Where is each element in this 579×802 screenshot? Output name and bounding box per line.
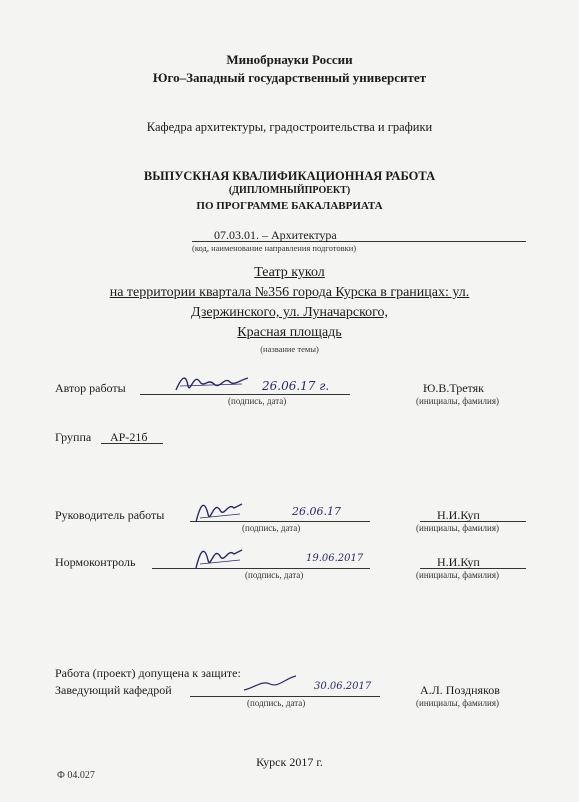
admission-text: Работа (проект) допущена к защите: <box>55 666 241 680</box>
direction-value: 07.03.01. – Архитектура <box>214 228 337 242</box>
group-value: АР-21б <box>110 430 148 444</box>
head-sign-caption: (подпись, дата) <box>247 698 306 708</box>
head-name: А.Л. Поздняков <box>420 683 500 697</box>
form-code: Ф 04.027 <box>57 770 95 781</box>
author-signature <box>172 368 252 398</box>
head-sign-line <box>190 696 380 697</box>
group-label: Группа <box>55 430 92 444</box>
normcontrol-sign-line <box>152 568 370 569</box>
supervisor-sign-caption: (подпись, дата) <box>242 523 301 533</box>
head-signature <box>240 670 300 696</box>
head-label: Заведующий кафедрой <box>55 683 172 697</box>
work-program: ПО ПРОГРАММЕ БАКАЛАВРИАТА <box>196 200 383 212</box>
supervisor-name-caption: (инициалы, фамилия) <box>416 523 499 533</box>
author-name: Ю.В.Третяк <box>423 381 484 395</box>
supervisor-signature <box>190 494 250 528</box>
topic-line-3: Дзержинского, ул. Луначарского, <box>190 305 389 320</box>
author-name-caption: (инициалы, фамилия) <box>416 396 499 406</box>
work-type-title: ВЫПУСКНАЯ КВАЛИФИКАЦИОННАЯ РАБОТА <box>143 169 436 183</box>
direction-caption: (код, наименование направления подготовки) <box>192 243 357 253</box>
topic-line-2: на территории квартала №356 города Курска в границах: ул. <box>109 285 470 300</box>
topic-line-4: Красная площадь <box>237 325 342 340</box>
supervisor-label: Руководитель работы <box>55 508 165 522</box>
author-sign-date: 26.06.17 г. <box>262 379 330 393</box>
city-year: Курск 2017 г. <box>256 755 323 769</box>
supervisor-sign-date: 26.06.17 <box>292 505 341 518</box>
normcontrol-name: Н.И.Куп <box>437 555 480 569</box>
topic-caption: (название темы) <box>260 344 319 354</box>
head-name-caption: (инициалы, фамилия) <box>416 698 499 708</box>
department-name: Кафедра архитектуры, градостроительства и графики <box>146 120 433 134</box>
supervisor-name: Н.И.Куп <box>437 508 480 522</box>
topic-line-1: Театр кукол <box>254 265 325 280</box>
author-sign-caption: (подпись, дата) <box>228 396 287 406</box>
normcontrol-name-caption: (инициалы, фамилия) <box>416 570 499 580</box>
normcontrol-signature <box>190 540 250 574</box>
head-sign-date: 30.06.2017 <box>314 681 372 692</box>
normcontrol-label: Нормоконтроль <box>55 555 136 569</box>
normcontrol-sign-caption: (подпись, дата) <box>245 570 304 580</box>
ministry-name: Минобрнауки России <box>226 52 353 67</box>
normcontrol-sign-date: 19.06.2017 <box>306 553 364 564</box>
author-label: Автор работы <box>55 381 126 395</box>
university-name: Юго–Западный государственный университет <box>152 70 427 85</box>
work-type-subtitle: (ДИПЛОМНЫЙПРОЕКТ) <box>228 185 351 196</box>
